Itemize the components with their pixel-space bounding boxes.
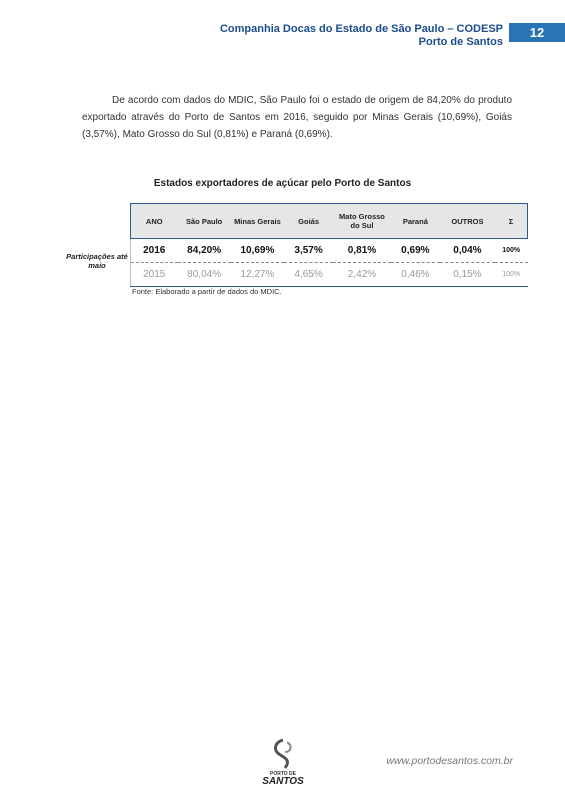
col-header-sao-paulo: São Paulo [178,204,231,239]
cell-parana: 0,46% [391,263,440,287]
col-header-ano: ANO [131,204,178,239]
col-header-minas-gerais: Minas Gerais [231,204,284,239]
table-source: Fonte: Elaborado a partir de dados do MDIC. [132,287,282,296]
cell-mato-grosso-do-sul: 0,81% [333,239,391,263]
header-subtitle: Porto de Santos [418,36,503,48]
table-row [131,263,528,287]
page-number: 12 [509,23,565,42]
cell-parana: 0,69% [391,239,440,263]
cell-year: 2015 [131,263,178,287]
cell-goias: 4,65% [284,263,333,287]
porto-de-santos-logo [255,736,311,786]
cell-year: 2016 [131,239,178,263]
col-header-parana: Paraná [391,204,440,239]
page-header [0,18,565,58]
logo-line1: PORTO DE [269,771,297,777]
logo-swirl-icon [276,740,288,768]
company-name: Companhia Docas do Estado de São Paulo – CODESP [219,23,503,35]
cell-sigma: 100% [495,263,528,287]
cell-sao-paulo: 80,04% [178,263,231,287]
col-header-mato-grosso-do-sul: Mato Grosso do Sul [333,204,391,239]
cell-sigma: 100% [495,239,528,263]
table-header-row [131,204,528,239]
header-titles [220,23,503,49]
body-paragraph-text: De acordo com dados do MDIC, São Paulo foi o estado de origem de 84,20% do produto exportado através do Porto de Santos em 2016, seguido por Minas Gerais (10,69%), Goiás (3,57%), Mato Grosso do Sul (0,81%) e Paraná (0,69%). [82,95,512,140]
exporters-table [130,203,528,287]
cell-minas-gerais: 10,69% [231,239,284,263]
cell-minas-gerais: 12,27% [231,263,284,287]
cell-outros: 0,15% [440,263,495,287]
cell-goias: 3,57% [284,239,333,263]
cell-outros: 0,04% [440,239,495,263]
col-header-outros: OUTROS [440,204,495,239]
logo-swirl-accent-icon [285,742,291,752]
cell-mato-grosso-do-sul: 2,42% [333,263,391,287]
body-paragraph [82,92,512,143]
website-link[interactable]: www.portodesantos.com.br [386,755,513,767]
side-label: Participações até maio [66,252,128,270]
logo-line2: SANTOS [262,776,304,786]
table-title: Estados exportadores de açúcar pelo Porto de Santos [153,178,412,189]
cell-sao-paulo: 84,20% [178,239,231,263]
col-header-sigma: Σ [495,204,528,239]
col-header-goias: Goiás [284,204,333,239]
table-row [131,239,528,263]
